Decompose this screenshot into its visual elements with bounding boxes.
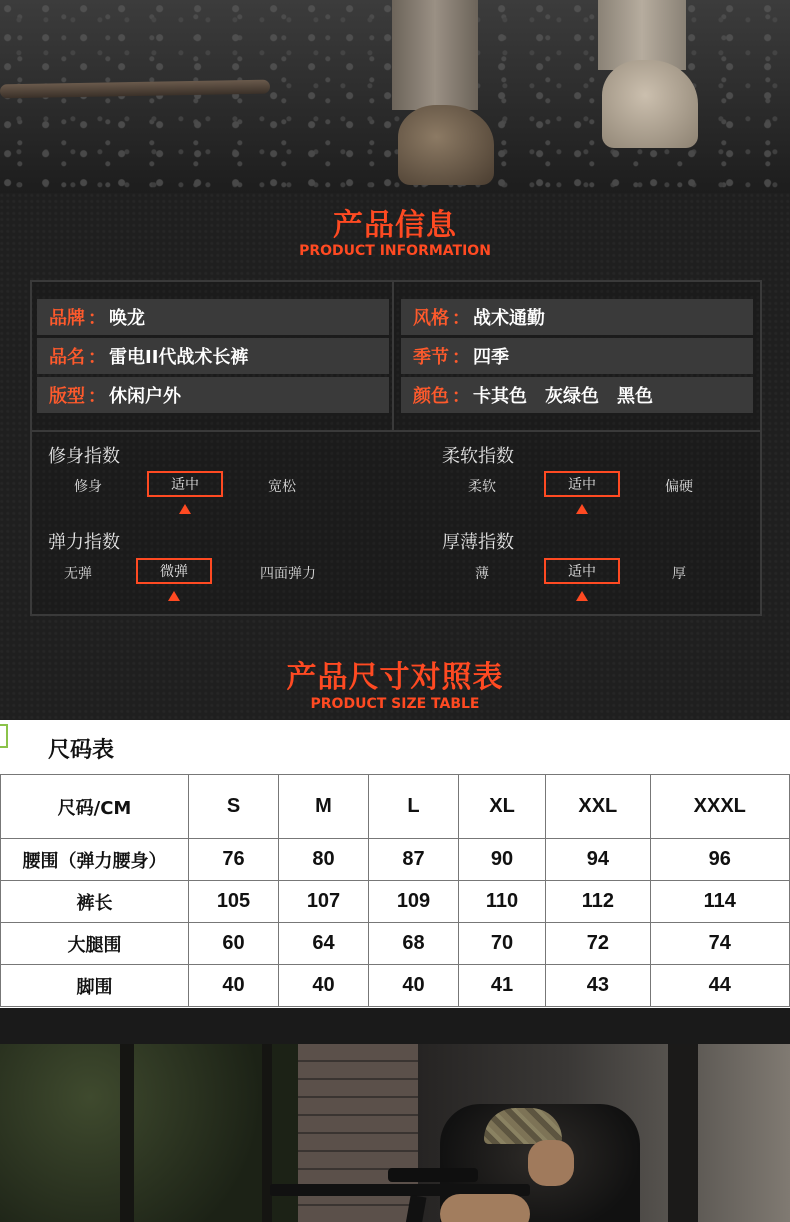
fit-option-selected: 适中 <box>147 471 223 497</box>
info-key: 品牌 <box>49 308 85 329</box>
table-cell: 74 <box>650 923 789 965</box>
elasticity-option-selected: 微弹 <box>136 558 212 584</box>
table-cell: 87 <box>369 839 459 881</box>
row-label: 脚围 <box>1 965 189 1007</box>
table-cell: 72 <box>546 923 650 965</box>
heading-accent-mark <box>0 724 8 748</box>
table-cell: 90 <box>459 839 546 881</box>
info-value: 雷电II代战术长裤 <box>109 347 249 368</box>
info-key: 颜色 <box>413 386 449 407</box>
table-cell: 68 <box>369 923 459 965</box>
product-info-box <box>30 280 762 616</box>
table-cell: 41 <box>459 965 546 1007</box>
info-row-fit <box>37 377 389 413</box>
soldier-face <box>528 1140 574 1186</box>
product-info-title: 产品信息 <box>333 208 457 243</box>
row-label: 裤长 <box>1 881 189 923</box>
elasticity-index-title: 弹力指数 <box>48 532 120 553</box>
left-boot <box>398 105 494 185</box>
info-row-colors <box>401 377 753 413</box>
column-header: S <box>189 775 279 839</box>
thickness-indicator-arrow <box>576 591 588 601</box>
table-cell: 110 <box>459 881 546 923</box>
row-label: 大腿围 <box>1 923 189 965</box>
info-value: 战术通勤 <box>473 308 545 329</box>
info-colon: ： <box>88 386 106 407</box>
column-header: 尺码/CM <box>1 775 189 839</box>
info-colon: ： <box>452 347 470 368</box>
section-divider <box>0 1008 790 1044</box>
table-row-waist <box>1 839 790 881</box>
size-table-section <box>0 720 790 1008</box>
size-table-title: 产品尺寸对照表 <box>286 660 504 695</box>
info-key: 版型 <box>49 386 85 407</box>
column-header: M <box>279 775 369 839</box>
fit-option-slim: 修身 <box>74 479 102 495</box>
table-cell: 109 <box>369 881 459 923</box>
thickness-option-selected: 适中 <box>544 558 620 584</box>
softness-index-title: 柔软指数 <box>442 446 514 467</box>
elasticity-indicator-arrow <box>168 591 180 601</box>
info-key: 季节 <box>413 347 449 368</box>
table-cell: 105 <box>189 881 279 923</box>
table-row-hem <box>1 965 790 1007</box>
column-header: XXXL <box>650 775 789 839</box>
column-header: XXL <box>546 775 650 839</box>
soldier-arm <box>440 1194 530 1222</box>
elasticity-option-none: 无弹 <box>64 566 92 582</box>
info-colon: ： <box>88 308 106 329</box>
hero-photo-top <box>0 0 790 193</box>
forest-background <box>0 1044 300 1222</box>
info-value: 卡其色 灰绿色 黑色 <box>473 386 653 407</box>
right-boot <box>602 60 698 148</box>
table-cell: 114 <box>650 881 789 923</box>
table-row-length <box>1 881 790 923</box>
rifle-scope <box>388 1168 478 1182</box>
thickness-option-thin: 薄 <box>475 566 489 582</box>
softness-option-soft: 柔软 <box>468 479 496 495</box>
fit-index-title: 修身指数 <box>48 446 120 467</box>
size-table-subtitle: PRODUCT SIZE TABLE <box>310 696 480 712</box>
info-colon: ： <box>452 386 470 407</box>
table-cell: 60 <box>189 923 279 965</box>
table-cell: 44 <box>650 965 789 1007</box>
info-column-right <box>396 282 758 430</box>
info-key: 品名 <box>49 347 85 368</box>
row-label: 腰围（弹力腰身） <box>1 839 189 881</box>
info-colon: ： <box>452 308 470 329</box>
table-cell: 64 <box>279 923 369 965</box>
info-divider <box>32 430 760 432</box>
table-cell: 70 <box>459 923 546 965</box>
softness-option-selected: 适中 <box>544 471 620 497</box>
pillar <box>668 1044 698 1222</box>
thickness-index-title: 厚薄指数 <box>442 532 514 553</box>
info-row-style <box>401 299 753 335</box>
softness-indicator-arrow <box>576 504 588 514</box>
info-row-brand <box>37 299 389 335</box>
info-colon: ： <box>88 347 106 368</box>
table-cell: 96 <box>650 839 789 881</box>
info-column-left <box>32 282 394 430</box>
size-table <box>0 774 790 1007</box>
info-value: 唤龙 <box>109 308 145 329</box>
elasticity-option-four-way: 四面弹力 <box>260 566 316 582</box>
product-info-subtitle: PRODUCT INFORMATION <box>299 243 491 259</box>
tree-trunk <box>120 1044 134 1222</box>
info-row-season <box>401 338 753 374</box>
fit-option-loose: 宽松 <box>268 479 296 495</box>
column-header: L <box>369 775 459 839</box>
table-cell: 43 <box>546 965 650 1007</box>
size-table-header-row <box>1 775 790 839</box>
left-leg <box>392 0 478 110</box>
size-table-heading: 尺码表 <box>48 738 115 763</box>
softness-option-stiff: 偏硬 <box>665 479 693 495</box>
hero-photo-bottom <box>0 1044 790 1222</box>
table-cell: 40 <box>189 965 279 1007</box>
table-row-thigh <box>1 923 790 965</box>
table-cell: 80 <box>279 839 369 881</box>
column-header: XL <box>459 775 546 839</box>
table-cell: 112 <box>546 881 650 923</box>
info-row-name <box>37 338 389 374</box>
table-cell: 94 <box>546 839 650 881</box>
table-cell: 40 <box>279 965 369 1007</box>
table-cell: 76 <box>189 839 279 881</box>
fit-indicator-arrow <box>179 504 191 514</box>
thickness-option-thick: 厚 <box>672 566 686 582</box>
table-cell: 107 <box>279 881 369 923</box>
info-key: 风格 <box>413 308 449 329</box>
info-value: 休闲户外 <box>109 386 181 407</box>
table-cell: 40 <box>369 965 459 1007</box>
info-value: 四季 <box>473 347 509 368</box>
